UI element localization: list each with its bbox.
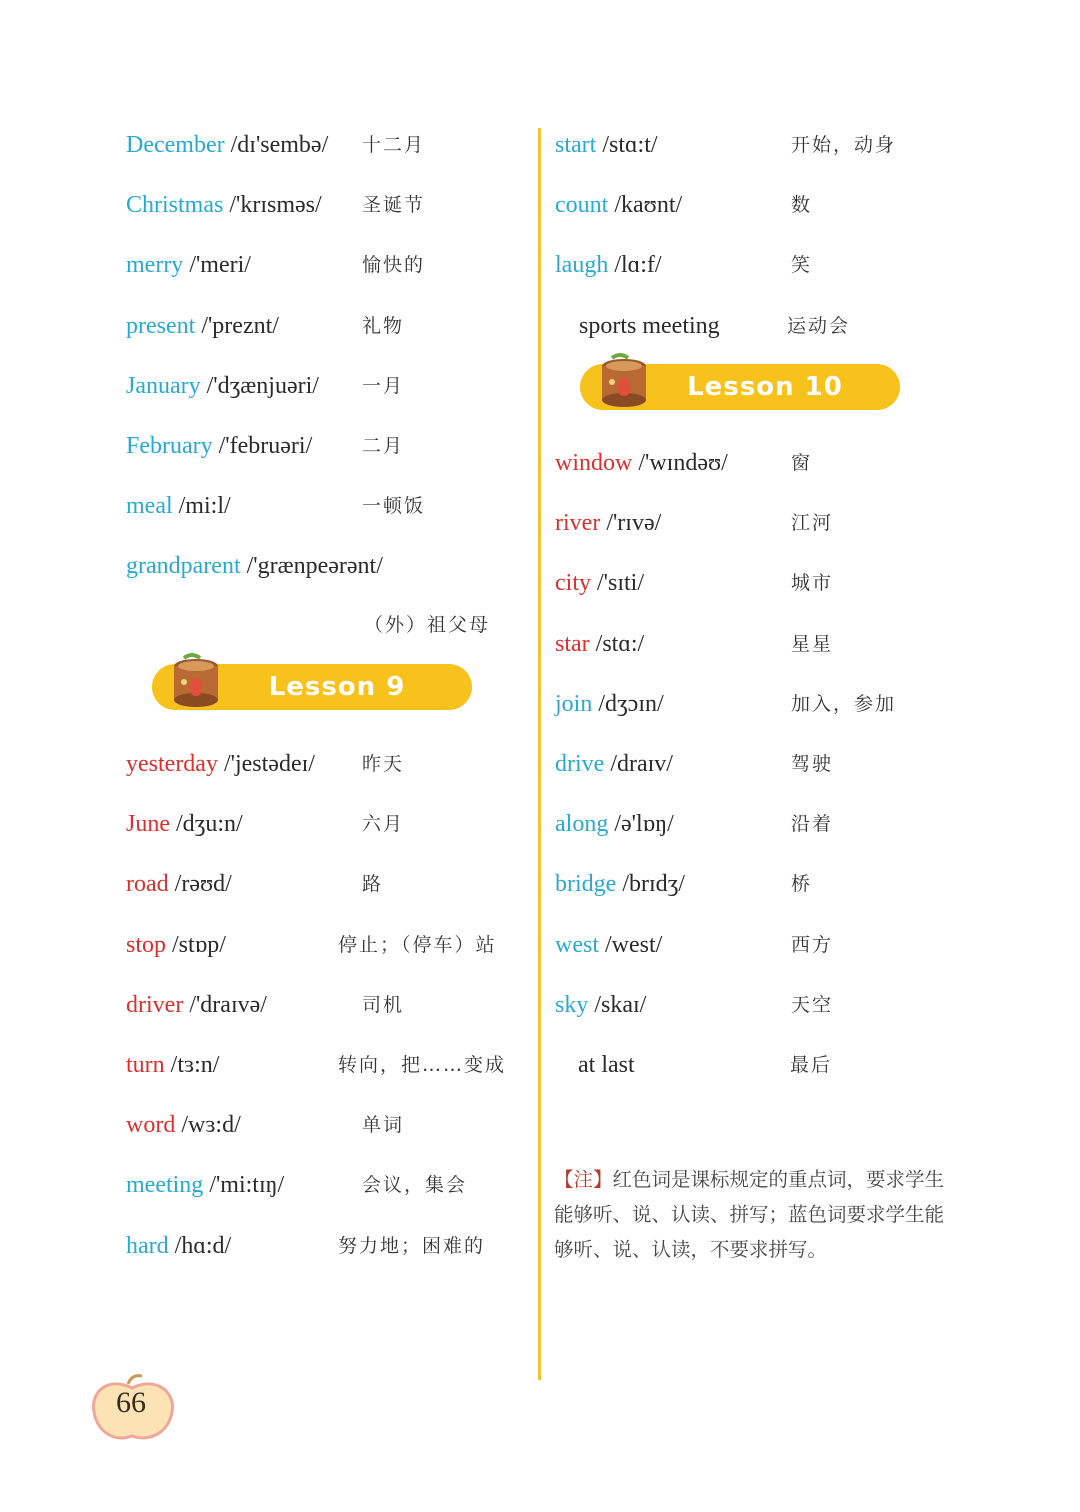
vocab-entry: [555, 125, 658, 165]
vocab-phonetic: /kaʊnt/: [614, 192, 683, 219]
vocab-entry: [126, 1105, 241, 1145]
vocab-phonetic: /west/: [605, 931, 663, 958]
vocab-meaning: 司机: [362, 993, 405, 1016]
vocab-entry: [555, 503, 661, 543]
vocab-word: hard: [126, 1232, 169, 1259]
vocab-word: turn: [126, 1052, 165, 1078]
tree-stump-house-icon: [164, 652, 228, 710]
vocab-entry: [126, 546, 383, 586]
vocab-entry: [555, 864, 685, 904]
vocab-phonetic: /'sɪti/: [597, 570, 645, 597]
tree-stump-house-icon: [592, 352, 656, 410]
vocab-meaning: 努力地；困难的: [338, 1234, 486, 1257]
vocab-phonetic: /'rɪvə/: [606, 510, 662, 537]
vocab-entry: [555, 925, 662, 965]
vocab-meaning: 江河: [791, 512, 834, 535]
vocab-word: word: [126, 1112, 176, 1139]
page-number: 66: [116, 1386, 146, 1419]
vocab-entry: [126, 864, 232, 904]
vocab-meaning: 六月: [362, 813, 405, 836]
vocab-word: river: [555, 510, 601, 537]
vocab-meaning: 数: [791, 194, 813, 217]
vocab-word: bridge: [555, 871, 617, 898]
vocab-meaning: 会议，集会: [362, 1174, 468, 1197]
vocab-meaning: 十二月: [362, 134, 426, 156]
vocab-word: sky: [555, 991, 589, 1018]
vocab-word: count: [555, 192, 609, 219]
vocab-phonetic: /'jestədeɪ/: [223, 751, 315, 777]
vocab-entry: [126, 185, 322, 225]
vocab-word: present: [126, 312, 196, 339]
column-divider: [538, 128, 541, 1380]
vocab-phonetic: /'mi:tɪŋ/: [209, 1172, 285, 1199]
vocab-meaning: 桥: [791, 873, 813, 896]
vocab-meaning: 单词: [362, 1114, 405, 1137]
vocab-entry: [126, 1226, 231, 1266]
vocab-word: city: [555, 570, 591, 597]
note-text: 红色词是课标规定的重点词，要求学生能够听、说、认读、拼写；蓝色词要求学生能够听、说、认读，不要求拼写。: [554, 1168, 945, 1261]
vocab-meaning: 圣诞节: [362, 194, 426, 217]
vocab-meaning: 笑: [791, 254, 813, 277]
vocab-word: drive: [555, 751, 605, 777]
vocab-entry: [126, 306, 279, 346]
vocab-phonetic: /wɜ:d/: [181, 1112, 241, 1139]
vocab-entry: [126, 985, 267, 1025]
vocab-phonetic: /skaɪ/: [594, 991, 647, 1018]
vocab-word: start: [555, 132, 597, 158]
vocab-entry: [126, 426, 312, 466]
vocab-phonetic: /'februəri/: [218, 433, 313, 459]
vocab-phonetic: /'meri/: [189, 252, 251, 279]
vocab-phonetic: /brɪdʒ/: [622, 871, 685, 898]
vocab-meaning: 星星: [791, 632, 834, 655]
vocab-word: December: [126, 132, 225, 158]
vocab-phonetic: /'dʒænjuəri/: [206, 372, 319, 399]
vocab-phonetic: /rəʊd/: [174, 871, 232, 898]
vocab-word: along: [555, 811, 609, 838]
vocab-meaning: 昨天: [362, 753, 405, 775]
vocab-meaning: 愉快的: [362, 254, 426, 277]
vocab-phonetic: /stɑ:/: [595, 630, 645, 657]
vocab-word: June: [126, 811, 170, 838]
lesson-title: Lesson 9: [268, 672, 406, 702]
vocab-meaning: 一顿饭: [362, 495, 426, 518]
lesson-title: Lesson 10: [687, 372, 843, 402]
vocab-entry: [126, 925, 226, 965]
vocab-phonetic: /dʒɔɪn/: [598, 690, 664, 717]
vocab-phonetic: /stɑ:t/: [602, 132, 658, 158]
vocab-phonetic: /draɪv/: [610, 751, 673, 777]
vocab-word: join: [555, 690, 593, 717]
vocab-entry: [555, 804, 674, 844]
vocab-phonetic: /ə'lɒŋ/: [614, 811, 674, 838]
vocab-word: yesterday: [126, 751, 218, 777]
vocab-meaning: 天空: [791, 993, 834, 1016]
vocab-entry: [126, 744, 315, 784]
phrase-text: at last: [578, 1052, 635, 1078]
vocab-word: Christmas: [126, 192, 224, 219]
word-meaning: （外）祖父母: [364, 614, 491, 636]
vocab-meaning: 驾驶: [791, 753, 834, 775]
phrase-meaning: 最后: [790, 1054, 833, 1076]
vocab-entry: [126, 1165, 284, 1205]
vocab-entry: [126, 804, 243, 844]
vocab-meaning: 开始，动身: [791, 134, 897, 156]
vocab-entry: [555, 185, 682, 225]
vocab-word: January: [126, 372, 201, 399]
vocab-entry: [555, 245, 662, 285]
vocab-word: laugh: [555, 252, 609, 279]
page-number-badge: [88, 1372, 178, 1446]
phrase-meaning: 运动会: [787, 315, 851, 337]
vocab-entry: [555, 443, 728, 483]
vocab-phonetic: /'preznt/: [201, 312, 279, 339]
vocab-entry: [126, 245, 251, 285]
vocab-meaning: 转向，把……变成: [338, 1054, 507, 1076]
vocab-entry: [555, 563, 644, 603]
vocab-entry: [555, 985, 646, 1025]
vocab-entry: [555, 684, 664, 724]
vocab-word: meeting: [126, 1172, 204, 1199]
vocab-word: star: [555, 630, 590, 657]
vocab-meaning: 城市: [791, 572, 834, 595]
vocab-entry: [126, 366, 319, 406]
vocab-meaning: 路: [362, 873, 384, 896]
vocab-word: driver: [126, 991, 184, 1018]
vocab-phonetic: /'wɪndəʊ/: [638, 450, 728, 476]
vocab-meaning: 停止；（停车）站: [338, 933, 497, 956]
vocab-phonetic: /stɒp/: [172, 931, 226, 958]
note-paragraph: [554, 1162, 954, 1267]
vocab-meaning: 二月: [362, 435, 405, 457]
vocab-meaning: 加入，参加: [791, 692, 897, 715]
vocab-meaning: 礼物: [362, 314, 405, 337]
vocab-phonetic: /lɑ:f/: [614, 252, 662, 279]
vocab-meaning: 沿着: [791, 813, 834, 836]
vocab-word: meal: [126, 493, 173, 520]
vocab-word: February: [126, 433, 213, 459]
phrase-text: sports meeting: [579, 313, 720, 339]
vocab-phonetic: /dʒu:n/: [176, 811, 243, 838]
vocab-phonetic: /hɑ:d/: [174, 1232, 232, 1259]
vocab-entry: [126, 486, 231, 526]
vocab-word: window: [555, 450, 633, 476]
vocab-phonetic: /'krɪsməs/: [229, 192, 322, 219]
vocab-meaning: 西方: [791, 933, 834, 956]
vocab-phonetic: /mi:l/: [178, 493, 231, 520]
vocab-meaning: 一月: [362, 374, 405, 397]
vocab-word: road: [126, 871, 169, 898]
vocab-word: grandparent: [126, 553, 241, 580]
vocab-entry: [555, 624, 644, 664]
note-tag: 【注】: [554, 1168, 613, 1191]
vocab-word: west: [555, 931, 599, 958]
vocab-phonetic: /tɜ:n/: [170, 1052, 220, 1078]
vocab-entry: [126, 1045, 219, 1085]
vocab-phonetic: /'grænpeərənt/: [246, 553, 383, 580]
vocab-phonetic: /dɪ'sembə/: [230, 132, 329, 158]
vocab-word: stop: [126, 931, 167, 958]
vocab-word: merry: [126, 252, 184, 279]
vocab-entry: [126, 125, 328, 165]
vocab-meaning: 窗: [791, 452, 813, 474]
vocab-entry: [555, 744, 673, 784]
vocab-phonetic: /'draɪvə/: [189, 991, 267, 1018]
